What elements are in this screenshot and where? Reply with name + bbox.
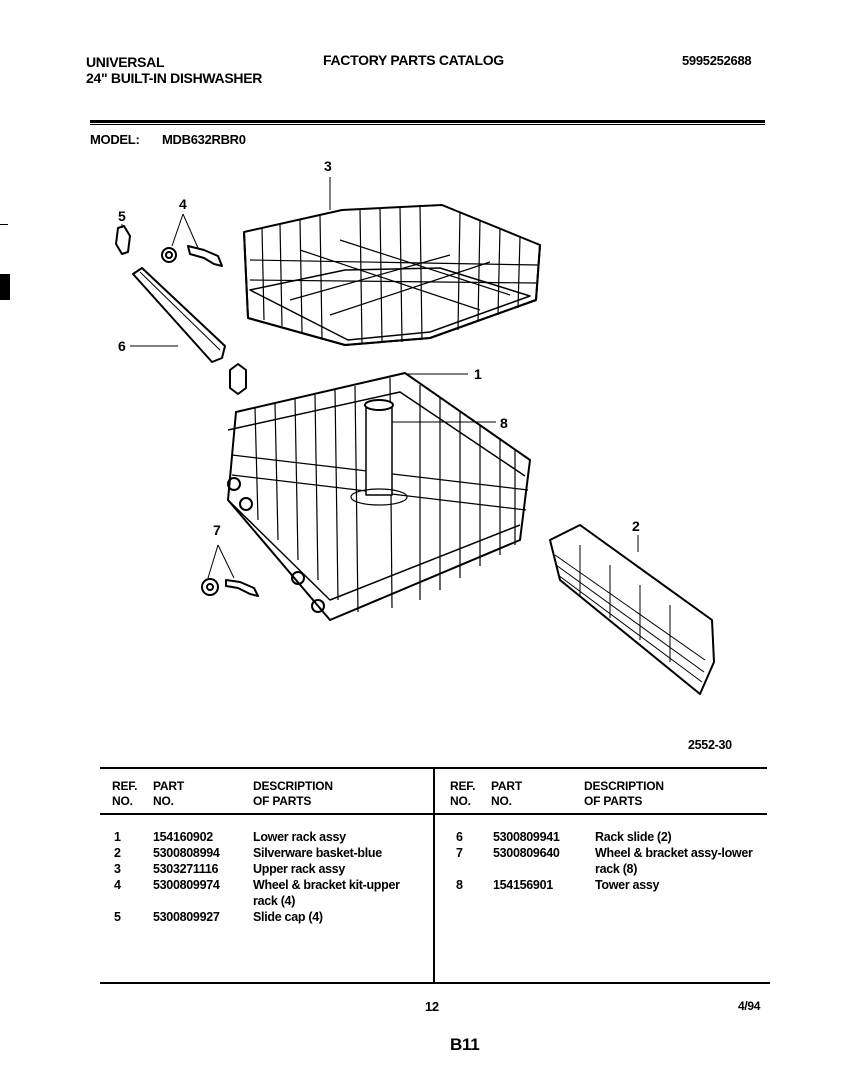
part-description: Wheel & bracket assy-lower rack (8) [595,846,753,876]
header-desc-line2: OF PARTS [253,794,312,808]
table-top-border [100,767,767,769]
callout-4: 4 [179,196,187,212]
part-description: Slide cap (4) [253,910,323,924]
model-label: MODEL: [90,132,140,147]
ref-no: 8 [456,878,463,892]
catalog-number: 5995252688 [682,53,752,68]
header-part-line1: PART [153,779,184,793]
part-no: 154156901 [493,878,553,892]
ref-no: 2 [114,846,121,860]
table-column-divider [433,767,435,983]
header-ref-no-right [450,779,475,809]
header-desc-line1: DESCRIPTION [584,779,664,793]
part-description: Lower rack assy [253,830,346,844]
callout-1: 1 [474,366,482,382]
header-ref-line1: REF. [112,779,138,793]
page-number: 12 [425,999,439,1014]
figure-id: 2552-30 [688,738,732,752]
part-no: 5300809941 [493,830,560,844]
callout-8: 8 [500,415,508,431]
ref-no: 1 [114,830,121,844]
part-no: 154160902 [153,830,213,844]
header-part-line2: NO. [153,794,174,808]
part-description: Upper rack assy [253,862,346,876]
brand-name: UNIVERSAL [86,54,165,70]
header-description [253,779,333,809]
part-no: 5300809640 [493,846,560,860]
header-desc-line1: DESCRIPTION [253,779,333,793]
header-ref-line2: NO. [450,794,471,808]
catalog-title: FACTORY PARTS CATALOG [323,52,504,68]
header-description-right [584,779,664,809]
part-no: 5300808994 [153,846,220,860]
table-header-divider [100,813,767,815]
part-description: Wheel & bracket kit-upper rack (4) [253,878,400,908]
exploded-parts-diagram [0,150,864,760]
scan-mark [0,274,10,300]
part-no: 5300809927 [153,910,220,924]
part-description: Silverware basket-blue [253,846,382,860]
product-name: 24" BUILT-IN DISHWASHER [86,70,263,86]
callout-6: 6 [118,338,126,354]
header-ref-line1: REF. [450,779,476,793]
lower-rack-illustration [228,373,530,620]
scan-mark [0,224,8,225]
ref-no: 4 [114,878,121,892]
callout-2: 2 [632,518,640,534]
revision-date: 4/94 [738,999,761,1013]
ref-no: 7 [456,846,463,860]
ref-no: 5 [114,910,121,924]
upper-rack-illustration [244,205,540,345]
header-part-line2: NO. [491,794,512,808]
callout-7: 7 [213,522,221,538]
header-rule-thin [90,124,765,125]
callout-3: 3 [324,158,332,174]
silverware-basket-illustration [550,525,714,694]
part-description: Rack slide (2) [595,830,672,844]
ref-no: 3 [114,862,121,876]
header-ref-no [112,779,137,809]
callout-5: 5 [118,208,126,224]
part-description: Tower assy [595,878,660,892]
part-no: 5300809974 [153,878,220,892]
ref-no: 6 [456,830,463,844]
section-code: B11 [450,1035,480,1054]
table-bottom-border [100,982,770,984]
header-desc-line2: OF PARTS [584,794,643,808]
model-number: MDB632RBR0 [162,132,246,147]
header-ref-line2: NO. [112,794,133,808]
part-no: 5303271116 [153,862,219,876]
header-part-line1: PART [491,779,522,793]
header-part-no [153,779,184,809]
header-part-no-right [491,779,522,809]
header-rule [90,120,765,123]
